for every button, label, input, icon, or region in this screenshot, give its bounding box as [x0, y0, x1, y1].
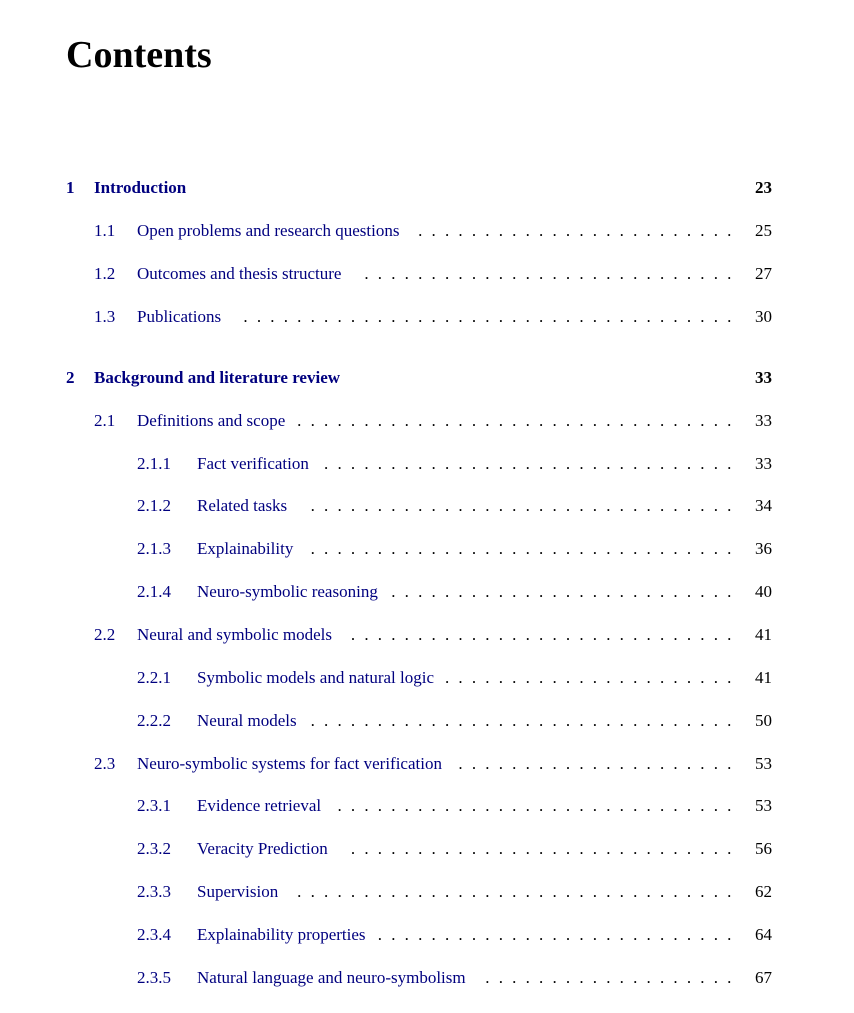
toc-section-entry[interactable] — [0, 494, 854, 518]
toc-dot-leader: . . . . . . . . . . . . . . . . . . . . . . . . . . . . . . . . — [310, 711, 732, 730]
toc-entry-number: 2.3.4 — [137, 925, 171, 944]
toc-entry-number: 2.3.5 — [137, 968, 171, 987]
toc-entry-page-number: 41 — [755, 625, 772, 644]
toc-entry-title: Symbolic models and natural logic — [197, 668, 435, 687]
toc-entry-title: Neural models — [197, 711, 297, 730]
toc-section-entry[interactable] — [0, 537, 854, 561]
toc-entry-page-number: 33 — [755, 368, 772, 387]
toc-entry-title: Fact verification — [197, 454, 309, 473]
toc-section-entry[interactable] — [0, 837, 854, 861]
toc-section-entry[interactable] — [0, 262, 854, 286]
toc-section-entry[interactable] — [0, 923, 854, 947]
toc-entry-number: 2.3.3 — [137, 882, 171, 901]
page-title: Contents — [66, 34, 212, 76]
toc-entry-page-number: 33 — [755, 454, 772, 473]
toc-entry-page-number: 33 — [755, 411, 772, 430]
toc-entry-title: Evidence retrieval — [197, 796, 322, 815]
toc-entry-page-number: 25 — [755, 221, 772, 240]
toc-dot-leader: . . . . . . . . . . . . . . . . . . . . . . . . . . . . . . . . . . . . . — [243, 307, 732, 326]
toc-dot-leader: . . . . . . . . . . . . . . . . . . . . . . . . . . . . . — [350, 625, 732, 644]
toc-dot-leader: . . . . . . . . . . . . . . . . . . . . . . . . . . . . . . . — [324, 454, 732, 473]
toc-entry-page-number: 67 — [755, 968, 772, 987]
toc-entry-page-number: 50 — [755, 711, 772, 730]
toc-dot-leader: . . . . . . . . . . . . . . . . . . . . . — [458, 754, 732, 773]
toc-section-entry[interactable] — [0, 752, 854, 776]
toc-entry-title: Background and literature review — [94, 368, 341, 387]
toc-entry-title: Neuro-symbolic reasoning — [197, 582, 378, 601]
toc-entry-number: 1.1 — [94, 221, 116, 240]
toc-entry-page-number: 64 — [755, 925, 772, 944]
toc-dot-leader: . . . . . . . . . . . . . . . . . . . . . . . . . . . . . — [350, 839, 732, 858]
toc-section-entry[interactable] — [0, 794, 854, 818]
toc-section-entry[interactable] — [0, 709, 854, 733]
toc-entry-page-number: 34 — [755, 496, 772, 515]
toc-entry-page-number: 27 — [755, 264, 772, 283]
toc-entry-title: Supervision — [197, 882, 279, 901]
toc-entry-number: 2.1.2 — [137, 496, 171, 515]
toc-entry-number: 2.2.2 — [137, 711, 171, 730]
toc-entry-number: 2 — [66, 368, 75, 387]
toc-entry-number: 1.3 — [94, 307, 116, 326]
toc-entry-title: Explainability — [197, 539, 294, 558]
toc-entry-page-number: 56 — [755, 839, 772, 858]
toc-dot-leader: . . . . . . . . . . . . . . . . . . . . . . . . . . . . — [364, 264, 732, 283]
toc-section-entry[interactable] — [0, 880, 854, 904]
toc-entry-title: Definitions and scope — [137, 411, 286, 430]
toc-entry-page-number: 53 — [755, 796, 772, 815]
toc-entry-number: 1.2 — [94, 264, 116, 283]
toc-entry-title: Explainability properties — [197, 925, 366, 944]
toc-entry-page-number: 40 — [755, 582, 772, 601]
toc-chapter-entry[interactable] — [0, 366, 854, 390]
toc-section-entry[interactable] — [0, 580, 854, 604]
toc-section-entry[interactable] — [0, 219, 854, 243]
toc-entry-title: Neural and symbolic models — [137, 625, 332, 644]
toc-entry-number: 2.2 — [94, 625, 116, 644]
toc-entry-title: Natural language and neuro-symbolism — [197, 968, 466, 987]
toc-entry-number: 1 — [66, 178, 75, 197]
toc-entry-page-number: 30 — [755, 307, 772, 326]
toc-section-entry[interactable] — [0, 623, 854, 647]
toc-entry-title: Related tasks — [197, 496, 288, 515]
toc-entry-title: Neuro-symbolic systems for fact verification — [137, 754, 442, 773]
toc-dot-leader: . . . . . . . . . . . . . . . . . . . . . . . . . . . . . . — [337, 796, 732, 815]
toc-entry-page-number: 36 — [755, 539, 772, 558]
toc-dot-leader: . . . . . . . . . . . . . . . . . . . . . . . . . . . . . . . . — [310, 496, 732, 515]
toc-dot-leader: . . . . . . . . . . . . . . . . . . . . . . . . . . . . . . . . . — [297, 882, 732, 901]
toc-entry-number: 2.3.2 — [137, 839, 171, 858]
toc-entry-title: Open problems and research questions — [137, 221, 400, 240]
toc-section-entry[interactable] — [0, 966, 854, 990]
toc-section-entry[interactable] — [0, 409, 854, 433]
toc-dot-leader: . . . . . . . . . . . . . . . . . . . . . . . . — [418, 221, 732, 240]
toc-dot-leader: . . . . . . . . . . . . . . . . . . . — [485, 968, 732, 987]
toc-chapter-entry[interactable] — [0, 176, 854, 200]
toc-entry-title: Outcomes and thesis structure — [137, 264, 342, 283]
toc-dot-leader: . . . . . . . . . . . . . . . . . . . . . . . . . . — [391, 582, 732, 601]
toc-entry-title: Introduction — [94, 178, 187, 197]
toc-entry-number: 2.1.4 — [137, 582, 171, 601]
toc-dot-leader: . . . . . . . . . . . . . . . . . . . . . . . . . . . — [377, 925, 732, 944]
toc-section-entry[interactable] — [0, 666, 854, 690]
toc-section-entry[interactable] — [0, 452, 854, 476]
toc-entry-page-number: 23 — [755, 178, 772, 197]
toc-dot-leader: . . . . . . . . . . . . . . . . . . . . . . . . . . . . . . . . — [310, 539, 732, 558]
toc-entry-title: Publications — [137, 307, 222, 326]
toc-entry-page-number: 62 — [755, 882, 772, 901]
toc-entry-page-number: 53 — [755, 754, 772, 773]
toc-entry-page-number: 41 — [755, 668, 772, 687]
toc-dot-leader: . . . . . . . . . . . . . . . . . . . . . . — [444, 668, 732, 687]
toc-entry-number: 2.1.1 — [137, 454, 171, 473]
toc-dot-leader: . . . . . . . . . . . . . . . . . . . . . . . . . . . . . . . . . — [297, 411, 732, 430]
toc-entry-number: 2.3 — [94, 754, 116, 773]
toc-entry-number: 2.3.1 — [137, 796, 171, 815]
toc-entry-title: Veracity Prediction — [197, 839, 328, 858]
toc-entry-number: 2.1 — [94, 411, 116, 430]
toc-entry-number: 2.1.3 — [137, 539, 171, 558]
toc-entry-number: 2.2.1 — [137, 668, 171, 687]
toc-section-entry[interactable] — [0, 305, 854, 329]
